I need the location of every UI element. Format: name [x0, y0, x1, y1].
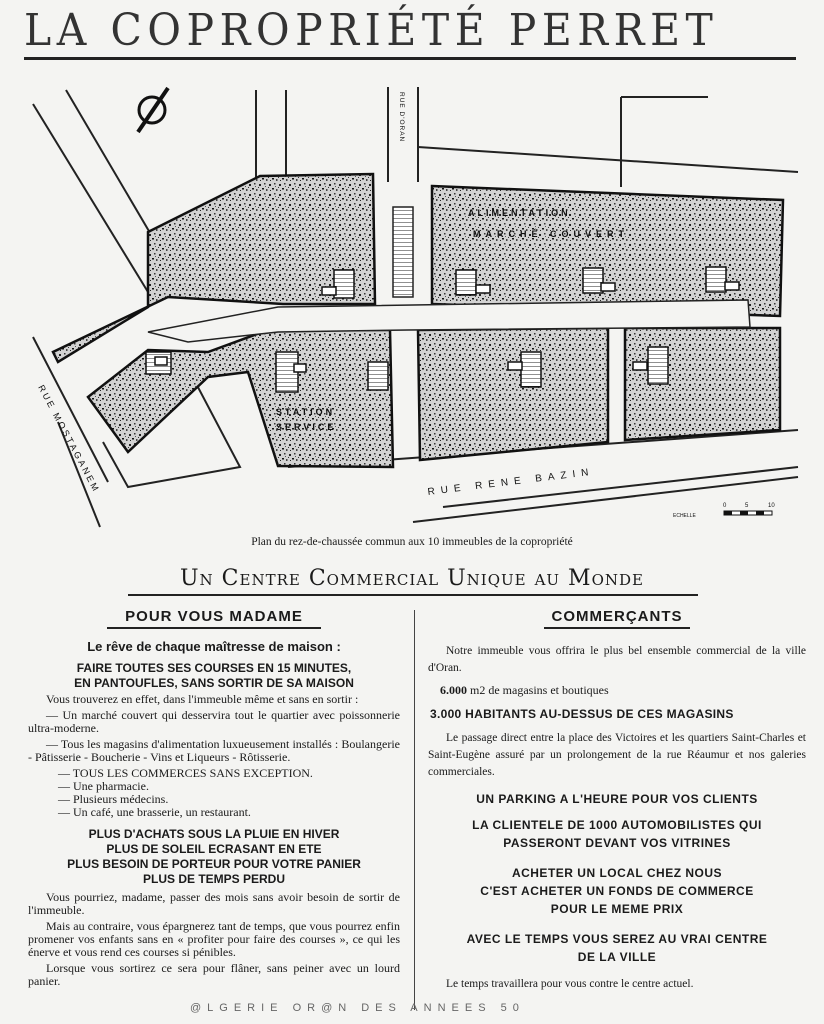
left-para-3: — Tous les magasins d'alimentation luxueusement installés : Boulangerie - Pâtisserie - Boucherie - Vins et Liqueurs - Rôtisserie. [28, 737, 400, 764]
page-title: LA COPROPRIÉTÉ PERRET [24, 5, 719, 56]
section-title-underline [128, 594, 698, 596]
title-underline [24, 57, 796, 60]
right-heading-text: COMMERÇANTS [551, 608, 683, 625]
acheter-block [428, 864, 806, 918]
label-rue-mostaganem: RUE MOSTAGANEM [36, 383, 102, 495]
label-service: SERVICE [276, 422, 337, 432]
acheter-line1: ACHETER UN LOCAL CHEZ NOUS [511, 866, 723, 880]
label-station: STATION [276, 407, 336, 417]
acheter-line3: POUR LE MEME PRIX [550, 902, 684, 916]
right-column [428, 608, 806, 993]
left-heading-text: POUR VOUS MADAME [125, 608, 303, 625]
label-alimentation: ALIMENTATION [468, 208, 571, 218]
left-column-heading [107, 608, 321, 629]
fact-habitants: 3.000 HABITANTS AU-DESSUS DE CES MAGASINS [430, 707, 734, 721]
passage-stairs [393, 207, 413, 297]
right-para-1: Notre immeuble vous offrira le plus bel ensemble commercial de la ville d'Oran. [428, 645, 806, 674]
column-divider [414, 610, 415, 1010]
caps2-line: PLUS DE TEMPS PERDU [142, 872, 286, 886]
caps1-line1: FAIRE TOUTES SES COURSES EN 15 MINUTES, [76, 661, 352, 675]
label-rue-oran: RUE D'ORAN [398, 92, 405, 143]
watermark: @LGERIE OR@N DES ANNEES 50 [190, 1002, 525, 1014]
centre-line2: DE LA VILLE [577, 950, 657, 964]
right-column-heading [544, 608, 690, 629]
acheter-line2: C'EST ACHETER UN FONDS DE COMMERCE [480, 884, 754, 898]
left-column [28, 608, 400, 988]
scale-bar [673, 503, 775, 519]
left-list [28, 767, 400, 819]
list-item: — TOUS LES COMMERCES SANS EXCEPTION. [58, 766, 313, 780]
fact-surface-text: m2 de magasins et boutiques [470, 683, 609, 697]
fact-surface-number: 6.000 [440, 683, 467, 697]
caps-block-1 [28, 661, 400, 691]
scale-10: 10 [768, 503, 775, 509]
scale-label: ECHELLE [673, 513, 696, 519]
parking-line: UN PARKING A L'HEURE POUR VOS CLIENTS [476, 792, 758, 806]
list-item: — Une pharmacie. [58, 779, 149, 793]
list-item: — Plusieurs médecins. [58, 792, 169, 806]
section-title: Un Centre Commercial Unique au Monde [180, 566, 644, 591]
left-para-2: — Un marché couvert qui desservira tout le quartier avec poissonnerie ultra-moderne. [28, 708, 400, 735]
ground-floor-plan [28, 82, 804, 532]
plan-caption: Plan du rez-de-chaussée commun aux 10 immeubles de la copropriété [251, 536, 573, 548]
right-para-3: Le temps travaillera pour vous contre le centre actuel. [446, 978, 694, 990]
left-para-5: Mais au contraire, vous épargnerez tant de temps, que vous pourrez enfin promener vos enfants sans en « profiter pour faire des courses », ce qui les énerve et vous rend ces courses si pénibles. [28, 919, 400, 959]
scale-5: 5 [745, 503, 749, 509]
list-item: — Un café, une brasserie, un restaurant. [58, 805, 251, 819]
label-marche-couvert: MARCHÉ COUVERT [473, 229, 630, 239]
right-heading-underline [544, 627, 690, 629]
right-para-2: Le passage direct entre la place des Victoires et les quartiers Saint-Charles et Saint-Eugène assuré par un prolongement de la rue Réaumur et nos galeries commerciales. [428, 732, 806, 778]
caps2-line: PLUS D'ACHATS SOUS LA PLUIE EN HIVER [88, 827, 340, 841]
scale-0: 0 [723, 503, 727, 509]
fact-surface [428, 683, 806, 698]
left-para-4: Vous pourriez, madame, passer des mois sans avoir besoin de sortir de l'immeuble. [28, 890, 400, 917]
centre-line1: AVEC LE TEMPS VOUS SEREZ AU VRAI CENTRE [466, 932, 768, 946]
caps1-line2: EN PANTOUFLES, SANS SORTIR DE SA MAISON [74, 676, 354, 690]
clientele-line2: PASSERONT DEVANT VOS VITRINES [503, 836, 731, 850]
left-heading-underline [107, 627, 321, 629]
clientele-block [428, 816, 806, 852]
centre-block [428, 930, 806, 966]
caps2-line: PLUS DE SOLEIL ECRASANT EN ETE [106, 842, 322, 856]
left-para-1: Vous trouverez en effet, dans l'immeuble même et sans en sortir : [46, 692, 359, 706]
north-arrow-icon [138, 88, 168, 132]
clientele-line1: LA CLIENTELE DE 1000 AUTOMOBILISTES QUI [472, 818, 762, 832]
caps2-line: PLUS BESOIN DE PORTEUR POUR VOTRE PANIER [67, 857, 361, 871]
left-para-6: Lorsque vous sortirez ce sera pour flâner, sans peiner avec un lourd panier. [28, 961, 400, 988]
caps-block-2 [28, 827, 400, 887]
label-rue-rene-bazin: RUE RENE BAZIN [427, 466, 596, 498]
left-subheading: Le rêve de chaque maîtresse de maison : [87, 639, 341, 654]
